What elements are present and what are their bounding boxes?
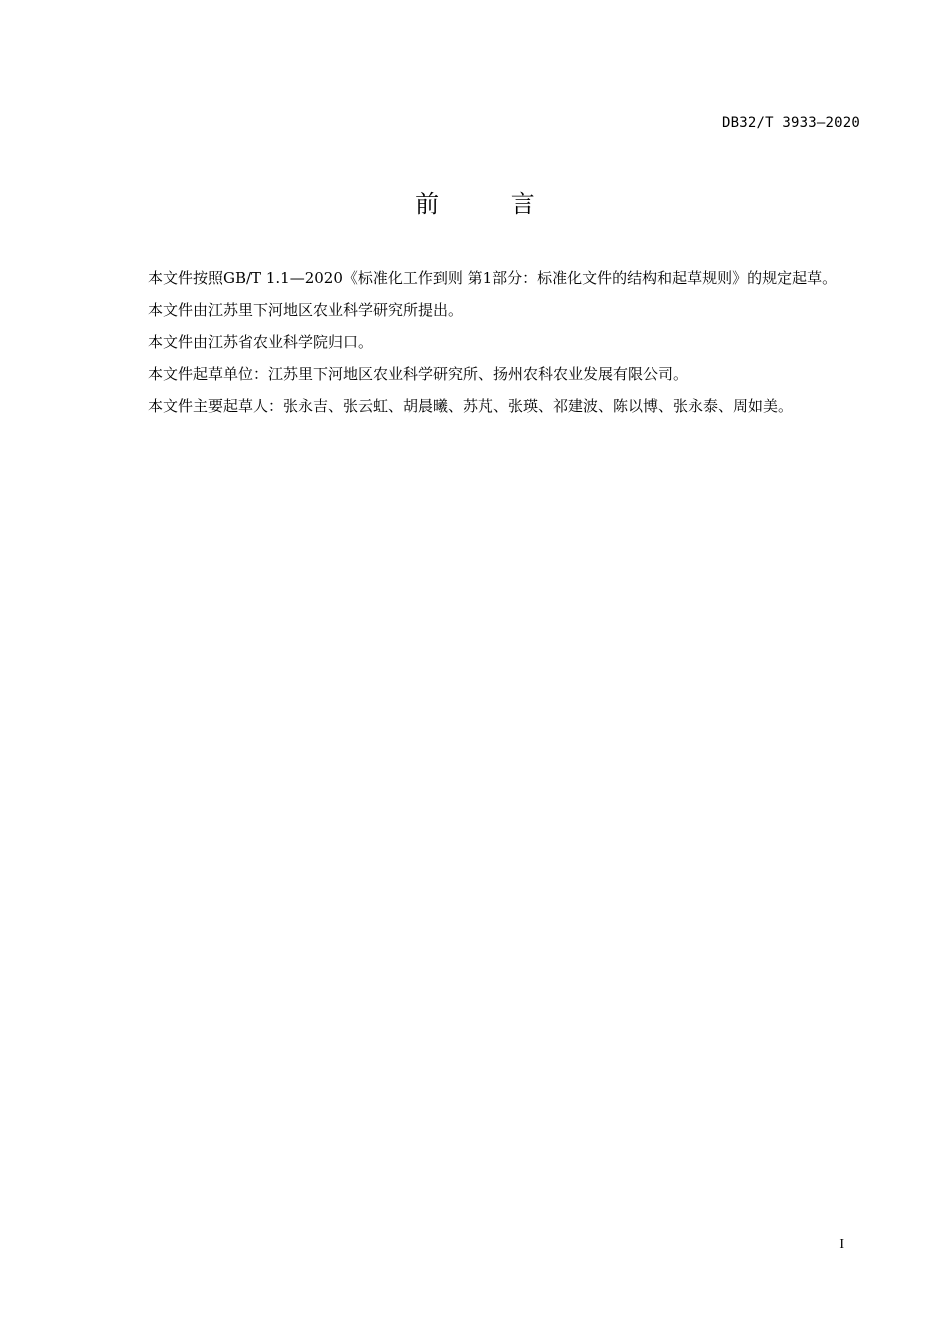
standard-number: DB32/T 3933—2020 — [721, 115, 860, 131]
foreword-body — [148, 266, 878, 426]
page-number: I — [839, 1237, 844, 1252]
paragraph-drafting-rules: 本文件按照GB/T 1.1—2020《标准化工作到则 第1部分：标准化文件的结构和起草规则》的规定起草。 — [148, 269, 838, 287]
paragraph-administrator: 本文件由江苏省农业科学院归口。 — [148, 333, 374, 351]
paragraph-drafting-units: 本文件起草单位：江苏里下河地区农业科学研究所、扬州农科农业发展有限公司。 — [148, 365, 689, 383]
page-title: 前 言 — [415, 190, 567, 218]
paragraph-drafters: 本文件主要起草人：张永吉、张云虹、胡晨曦、苏芃、张瑛、祁建波、陈以博、张永泰、周如美。 — [148, 397, 794, 415]
paragraph-proposer: 本文件由江苏里下河地区农业科学研究所提出。 — [148, 301, 464, 319]
